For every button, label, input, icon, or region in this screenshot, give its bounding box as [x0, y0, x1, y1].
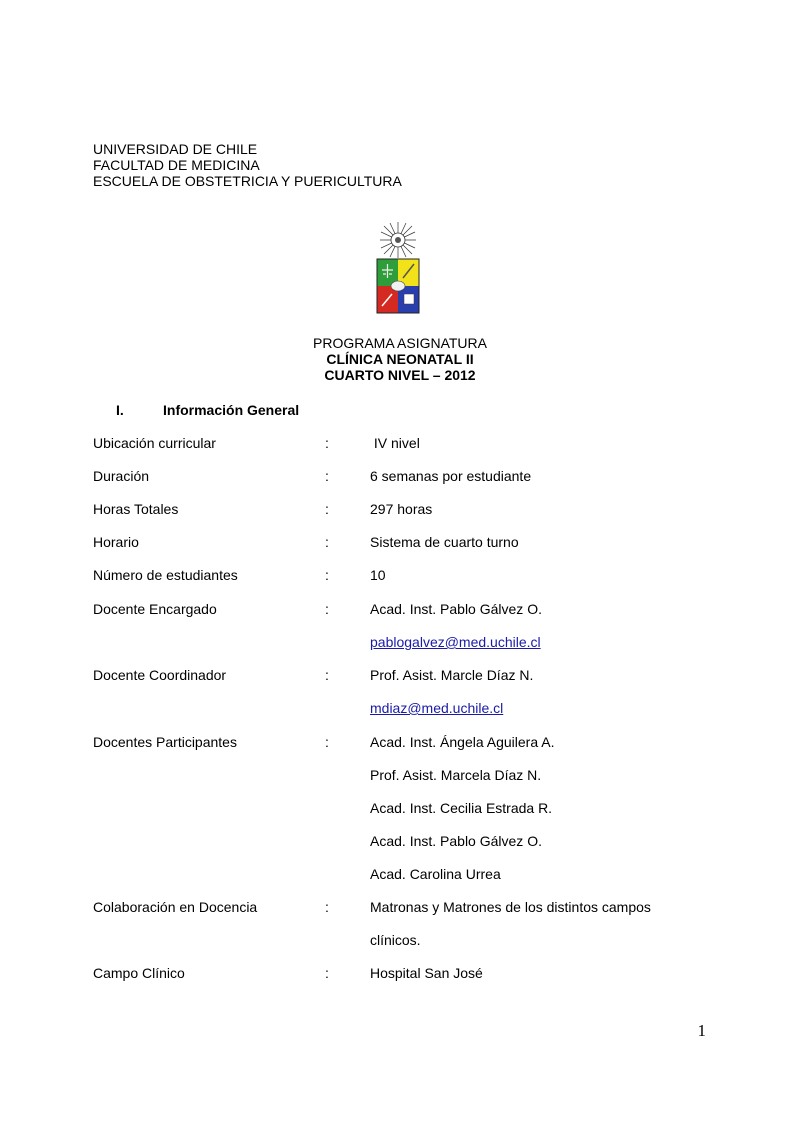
participantes-label: Docentes Participantes	[93, 734, 237, 750]
coat-of-arms-shield	[377, 259, 419, 313]
colaboracion-label: Colaboración en Docencia	[93, 899, 258, 915]
encargado-email-link[interactable]: pablogalvez@med.uchile.cl	[370, 634, 541, 650]
campo-value: Hospital San José	[370, 965, 483, 981]
colon: :	[325, 965, 329, 981]
program-title: PROGRAMA ASIGNATURA	[313, 335, 487, 351]
participante-item: Acad. Inst. Cecilia Estrada R.	[370, 800, 553, 816]
university-logo	[370, 222, 427, 316]
faculty-name: FACULTAD DE MEDICINA	[93, 157, 260, 173]
duracion-value: 6 semanas por estudiante	[370, 468, 532, 484]
coordinador-email-link[interactable]: mdiaz@med.uchile.cl	[370, 700, 504, 716]
campo-label: Campo Clínico	[93, 965, 185, 981]
page-number: 1	[697, 1021, 706, 1040]
colon: :	[325, 567, 329, 583]
colon: :	[325, 435, 329, 451]
school-name: ESCUELA DE OBSTETRICIA Y PUERICULTURA	[93, 173, 402, 189]
course-name: CLÍNICA NEONATAL II	[326, 351, 474, 367]
colon: :	[325, 899, 329, 915]
ubicacion-label: Ubicación curricular	[93, 435, 216, 451]
horario-label: Horario	[93, 534, 139, 550]
course-level-year: CUARTO NIVEL – 2012	[324, 367, 476, 383]
colon: :	[325, 734, 329, 750]
ubicacion-value: IV nivel	[370, 435, 420, 451]
coordinador-label: Docente Coordinador	[93, 667, 227, 683]
colon: :	[325, 501, 329, 517]
encargado-label: Docente Encargado	[93, 601, 217, 617]
colon: :	[325, 534, 329, 550]
duracion-label: Duración	[93, 468, 150, 484]
coordinador-value: Prof. Asist. Marcle Díaz N.	[370, 667, 534, 683]
horario-value: Sistema de cuarto turno	[370, 534, 519, 550]
section-title: Información General	[163, 402, 300, 418]
section-number: I.	[116, 402, 124, 418]
horas-label: Horas Totales	[93, 501, 179, 517]
estudiantes-label: Número de estudiantes	[93, 567, 238, 583]
colaboracion-value: Matronas y Matrones de los distintos campos	[370, 899, 651, 915]
encargado-value: Acad. Inst. Pablo Gálvez O.	[370, 601, 542, 617]
colon: :	[325, 601, 329, 617]
university-name: UNIVERSIDAD DE CHILE	[93, 141, 258, 157]
colon: :	[325, 667, 329, 683]
estudiantes-value: 10	[370, 567, 386, 583]
participante-item: Acad. Inst. Pablo Gálvez O.	[370, 833, 542, 849]
participante-item: Acad. Carolina Urrea	[370, 866, 501, 882]
colon: :	[325, 468, 329, 484]
participante-item: Prof. Asist. Marcela Díaz N.	[370, 767, 542, 783]
participante-item: Acad. Inst. Ángela Aguilera A.	[370, 734, 555, 750]
horas-value: 297 horas	[370, 501, 433, 517]
colaboracion-value-cont: clínicos.	[370, 932, 421, 948]
